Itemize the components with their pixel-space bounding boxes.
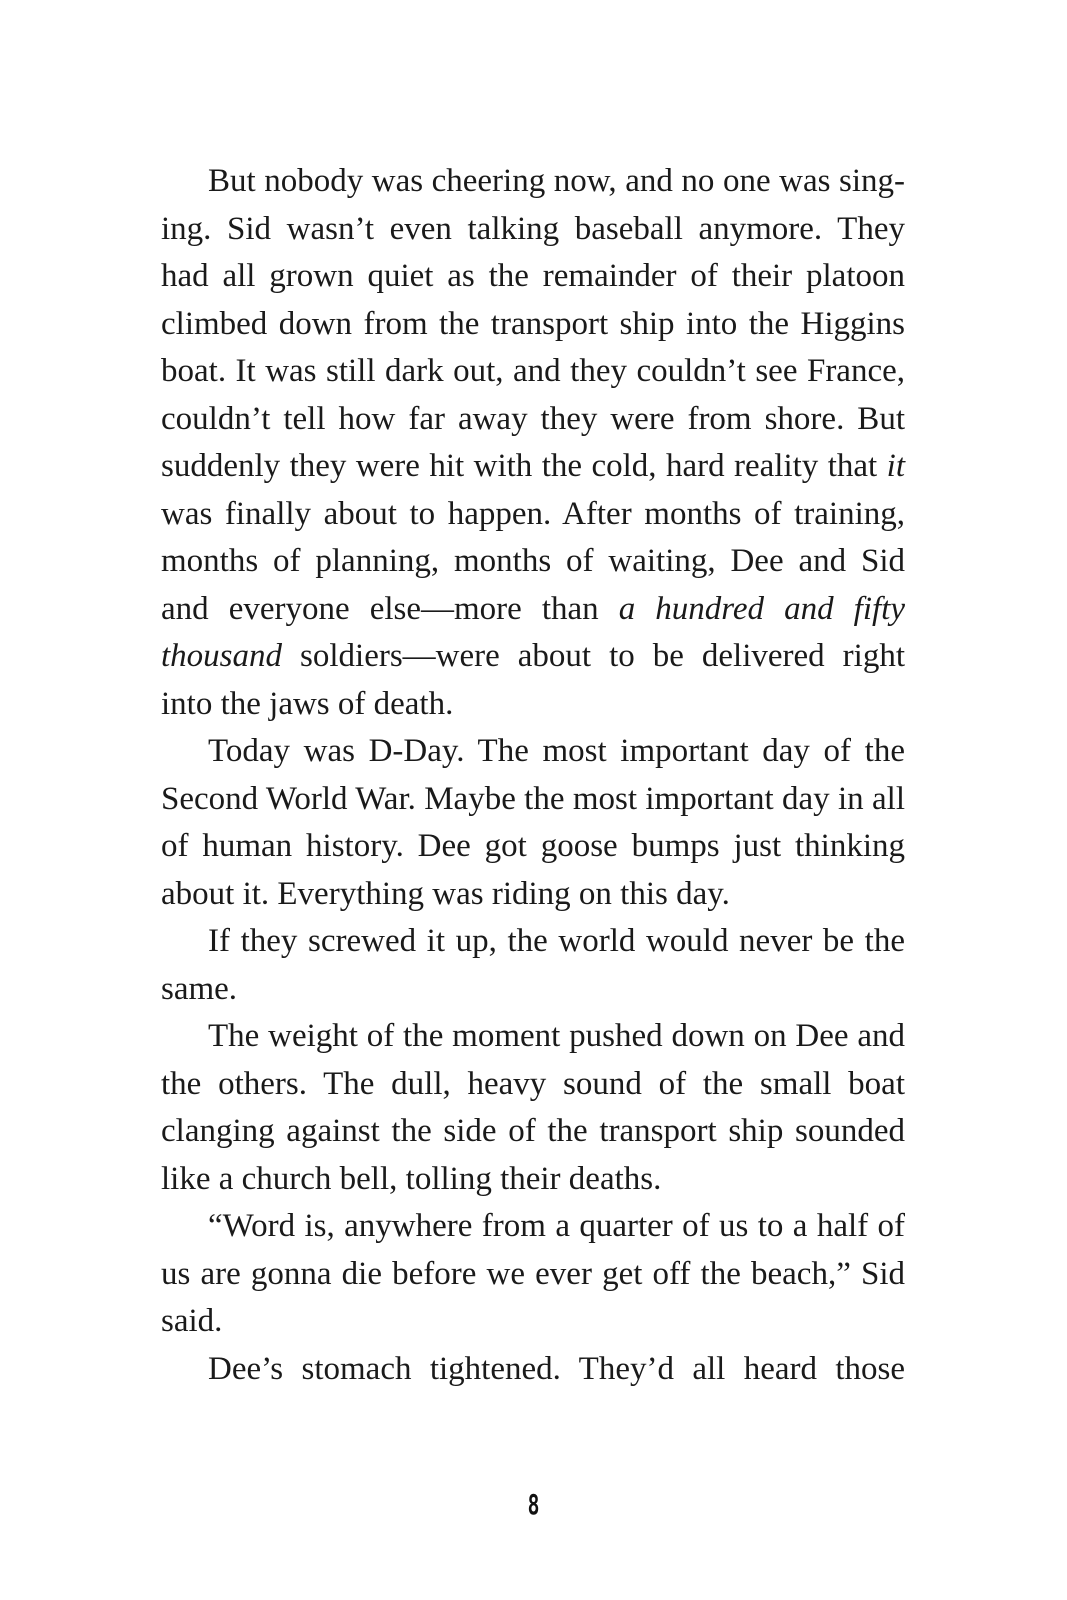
paragraph: [161, 918, 905, 1013]
text-run: The weight of the moment pushed down on Dee and the others. The dull, heavy sound of the small boat clanging against the side of the transport ship sounded like a church bell, tolling their deaths.: [161, 1018, 905, 1197]
paragraph: [161, 728, 905, 918]
paragraph: [161, 158, 905, 728]
text-run: soldiers—were about to be delivered right into the jaws of death.: [161, 638, 905, 722]
text-run: was finally about to happen. After months of training, months of planning, months of waiting, Dee and Sid and everyone else—more than: [161, 495, 905, 627]
text-run: Today was D-Day. The most important day of the Second World War. Maybe the most important day in all of human history. Dee got goose bumps just thinking about it. Everything was riding on this day.: [161, 733, 905, 912]
paragraph: [161, 1203, 905, 1346]
italic-text-run: a hundred and fifty thousand: [161, 590, 905, 674]
italic-text-run: it: [886, 448, 905, 484]
paragraph: [161, 1346, 905, 1394]
paragraph: [161, 1013, 905, 1203]
text-run: But nobody was cheering now, and no one was singing. Sid wasn’t even talking baseball anymore. They had all grown quiet as the remainder of their platoon climbed down from the transport ship into the Higgins boat. It was still dark out, and they couldn’t see France, couldn’t tell how far away they were from shore. But suddenly they were hit with the cold, hard reality that: [161, 163, 905, 484]
body-text: [161, 158, 905, 1393]
text-run: “Word is, anywhere from a quarter of us to a half of us are gonna die before we ever get off the beach,” Sid said.: [161, 1208, 905, 1339]
text-run: Dee’s stomach tightened. They’d all heard those: [208, 1350, 905, 1387]
text-run: If they screwed it up, the world would never be the same.: [161, 923, 905, 1007]
page-number: 8: [527, 1488, 540, 1521]
